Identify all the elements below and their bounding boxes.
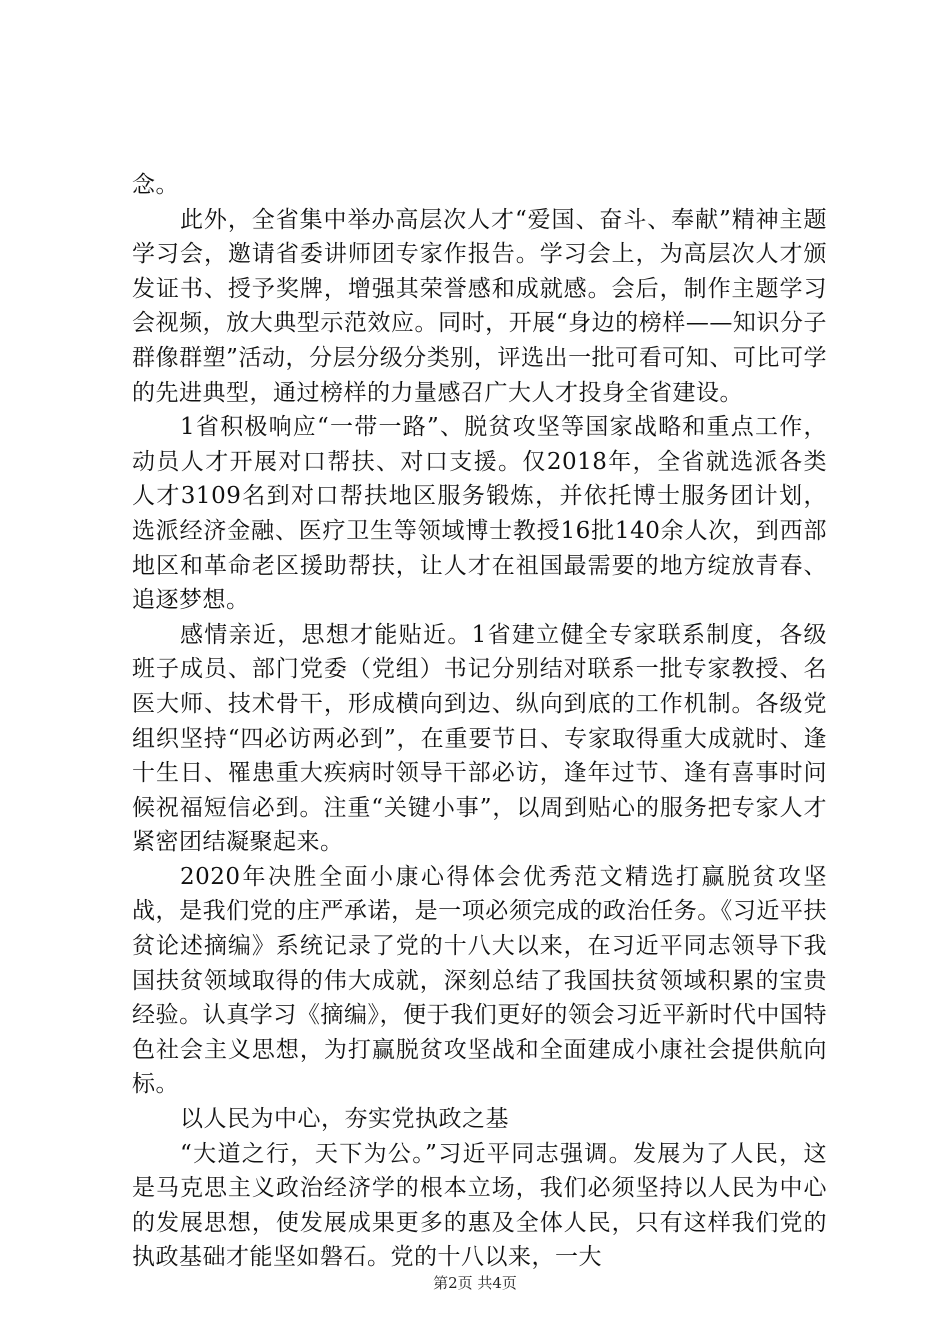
document-body (132, 168, 827, 1275)
paragraph-5: 2020年决胜全面小康心得体会优秀范文精选打赢脱贫攻坚战，是我们党的庄严承诺，是一项必须完成的政治任务。《习近平扶贫论述摘编》系统记录了党的十八大以来，在习近平同志领导下我国扶贫领域取得的伟大成就，深刻总结了我国扶贫领域积累的宝贵经验。认真学习《摘编》，便于我们更好的领会习近平新时代中国特色社会主义思想，为打赢脱贫攻坚战和全面建成小康社会提供航向标。 (132, 863, 827, 1098)
paragraph-6: “大道之行，天下为公。”习近平同志强调。发展为了人民，这是马克思主义政治经济学的根本立场，我们必须坚持以人民为中心的发展思想，使发展成果更多的惠及全体人民，只有这样我们党的执政基础才能坚如磐石。党的十八以来，一大 (132, 1140, 827, 1271)
page-number: 第2页 共4页 (433, 1274, 517, 1292)
section-heading: 以人民为中心，夯实党执政之基 (180, 1106, 509, 1133)
paragraph-1: 念。 (132, 172, 179, 198)
page-footer (0, 1272, 950, 1293)
paragraph-4: 感情亲近，思想才能贴近。1省建立健全专家联系制度，各级班子成员、部门党委（党组）书记分别结对联系一批专家教授、名医大师、技术骨干，形成横向到边、纵向到底的工作机制。各级党组织坚持“四必访两必到”，在重要节日、专家取得重大成就时、逢十生日、罹患重大疾病时领导干部必访，逢年过节、逢有喜事时问候祝福短信必到。注重“关键小事”，以周到贴心的服务把专家人才紧密团结凝聚起来。 (132, 621, 827, 856)
paragraph-2: 此外，全省集中举办高层次人才“爱国、奋斗、奉献”精神主题学习会，邀请省委讲师团专家作报告。学习会上，为高层次人才颁发证书、授予奖牌，增强其荣誉感和成就感。会后，制作主题学习会视频，放大典型示范效应。同时，开展“身边的榜样——知识分子群像群塑”活动，分层分级分类别，评选出一批可看可知、可比可学的先进典型，通过榜样的力量感召广大人才投身全省建设。 (132, 206, 827, 406)
paragraph-3: 1省积极响应“一带一路”、脱贫攻坚等国家战略和重点工作，动员人才开展对口帮扶、对口支援。仅2018年，全省就选派各类人才3109名到对口帮扶地区服务锻炼，并依托博士服务团计划，选派经济金融、医疗卫生等领域博士教授16批140余人次，到西部地区和革命老区援助帮扶，让人才在祖国最需要的地方绽放青春、追逐梦想。 (132, 414, 827, 614)
